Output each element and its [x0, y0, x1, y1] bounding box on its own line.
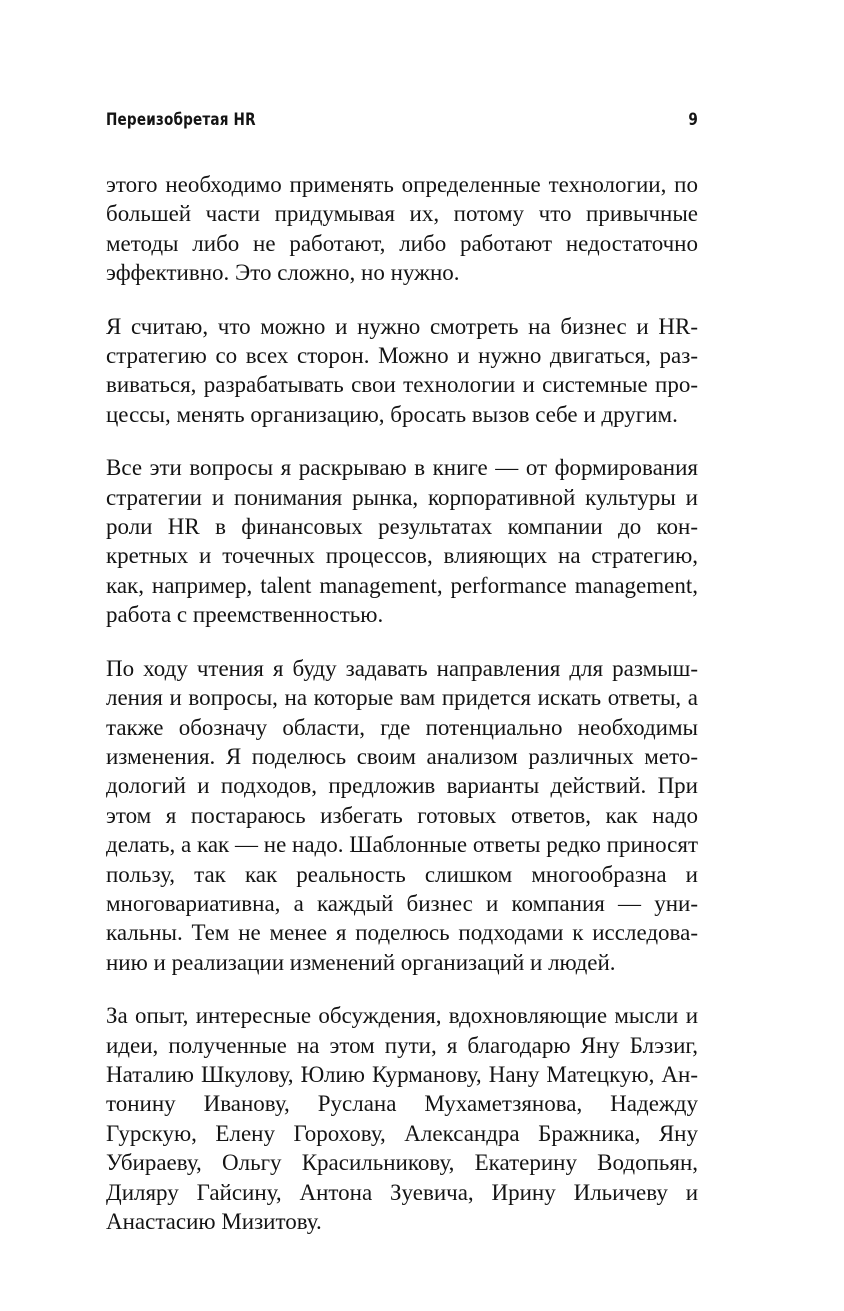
page-number: 9 — [688, 110, 698, 130]
running-header — [106, 110, 698, 140]
paragraph-3: Все эти вопросы я раскрываю в книге — от формирования стратегии и понимания рынка, корпоративной культуры и роли HR в финансовых результатах компании до конкретных и точечных процессов, влияющих на стратегию, как, например, talent management, performance management, работа с преемственностью. — [106, 455, 698, 628]
paragraph-1: этого необходимо применять определенные технологии, по большей части придумывая их, потому что привычные методы либо не работают, либо работают недостаточно эффективно. Это сложно, но нужно. — [106, 172, 698, 286]
body-text — [106, 170, 698, 1260]
paragraph-2: Я считаю, что можно и нужно смотреть на бизнес и HR-стратегию со всех сторон. Можно и нужно двигаться, развиваться, разрабатывать свои технологии и системные процессы, менять организацию, бросать вызов себе и другим. — [106, 313, 698, 427]
paragraph-4: По ходу чтения я буду задавать направления для размышления и вопросы, на которые вам придется искать ответы, а также обозначу области, где потенциально необходимы изменения. Я поделюсь своим анализом различных методологий и подходов, предложив варианты действий. При этом я постараюсь избегать готовых ответов, как надо делать, а как — не надо. Шаблонные ответы редко приносят пользу, так как реальность слишком многообразна и многовариативна, а каждый бизнес и компания — уникальны. Тем не менее я поделюсь подходами к исследованию и реализации изменений организаций и людей. — [106, 655, 698, 975]
running-title: Переизобретая HR — [106, 110, 256, 130]
paragraph-5: За опыт, интересные обсуждения, вдохновляющие мысли и идеи, полученные на этом пути, я благодарю Яну Блэзиг, Наталию Шкулову, Юлию Курманову, Нану Матецкую, Антонину Иванову, Руслана Мухаметзянова, Надежду Гурскую, Елену Горохову, Александра Бражника, Яну Убираеву, Ольгу Красильникову, Екатерину Водопьян, Диляру Гайсину, Антона Зуевича, Ирину Ильичеву и Анастасию Мизитову. — [106, 1003, 698, 1234]
